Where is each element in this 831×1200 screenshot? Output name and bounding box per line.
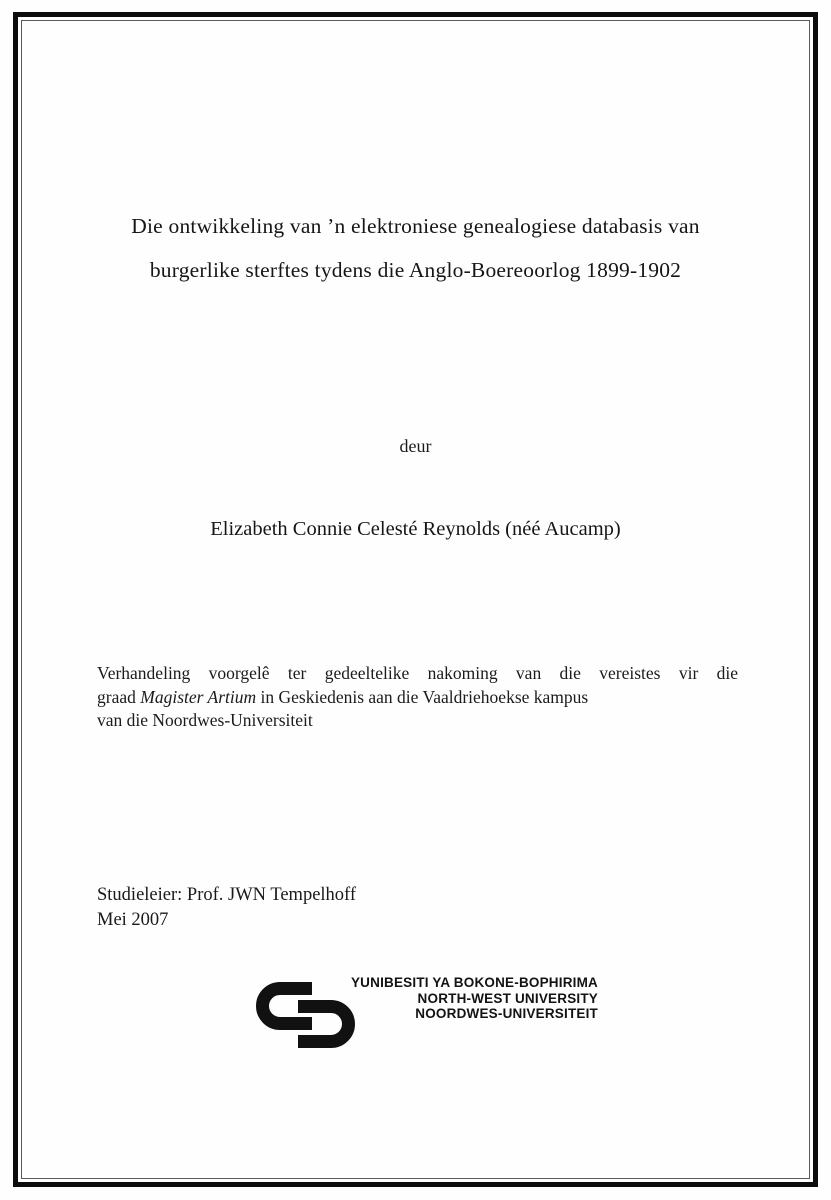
thesis-title-line-2: burgerlike sterftes tydens die Anglo-Boereoorlog 1899-1902 (149, 258, 682, 282)
degree-statement-line-2 (97, 686, 738, 710)
university-name-afrikaans: NOORDWES-UNIVERSITEIT (415, 1006, 598, 1022)
date-line: Mei 2007 (97, 910, 169, 930)
author-name: Elizabeth Connie Celesté Reynolds (néé Aucamp) (210, 518, 621, 540)
university-name-english: NORTH-WEST UNIVERSITY (417, 990, 598, 1006)
degree-statement-line-2-pre: graad (97, 686, 141, 707)
degree-statement-line-3: van die Noordwes-Universiteit (97, 710, 313, 730)
supervisor-block (97, 883, 356, 933)
supervisor-line: Studieleier: Prof. JWN Tempelhoff (97, 885, 357, 905)
thesis-title-line-1: Die ontwikkeling van ’n elektroniese genealogiese databasis van (131, 214, 700, 238)
byline: deur (399, 436, 432, 456)
degree-name: Magister Artium (140, 686, 257, 707)
degree-statement-line-1: Verhandeling voorgelê ter gedeeltelike nakoming van die vereistes vir die (97, 663, 738, 683)
university-logo-text (351, 975, 598, 1022)
nwu-interlocking-links-icon (256, 981, 355, 1049)
degree-statement (97, 662, 738, 733)
thesis-title (45, 204, 786, 292)
degree-statement-line-2-post: in Geskiedenis aan die Vaaldriehoekse kampus (256, 686, 589, 707)
university-name-setswana: YUNIBESITI YA BOKONE-BOPHIRIMA (350, 975, 598, 990)
